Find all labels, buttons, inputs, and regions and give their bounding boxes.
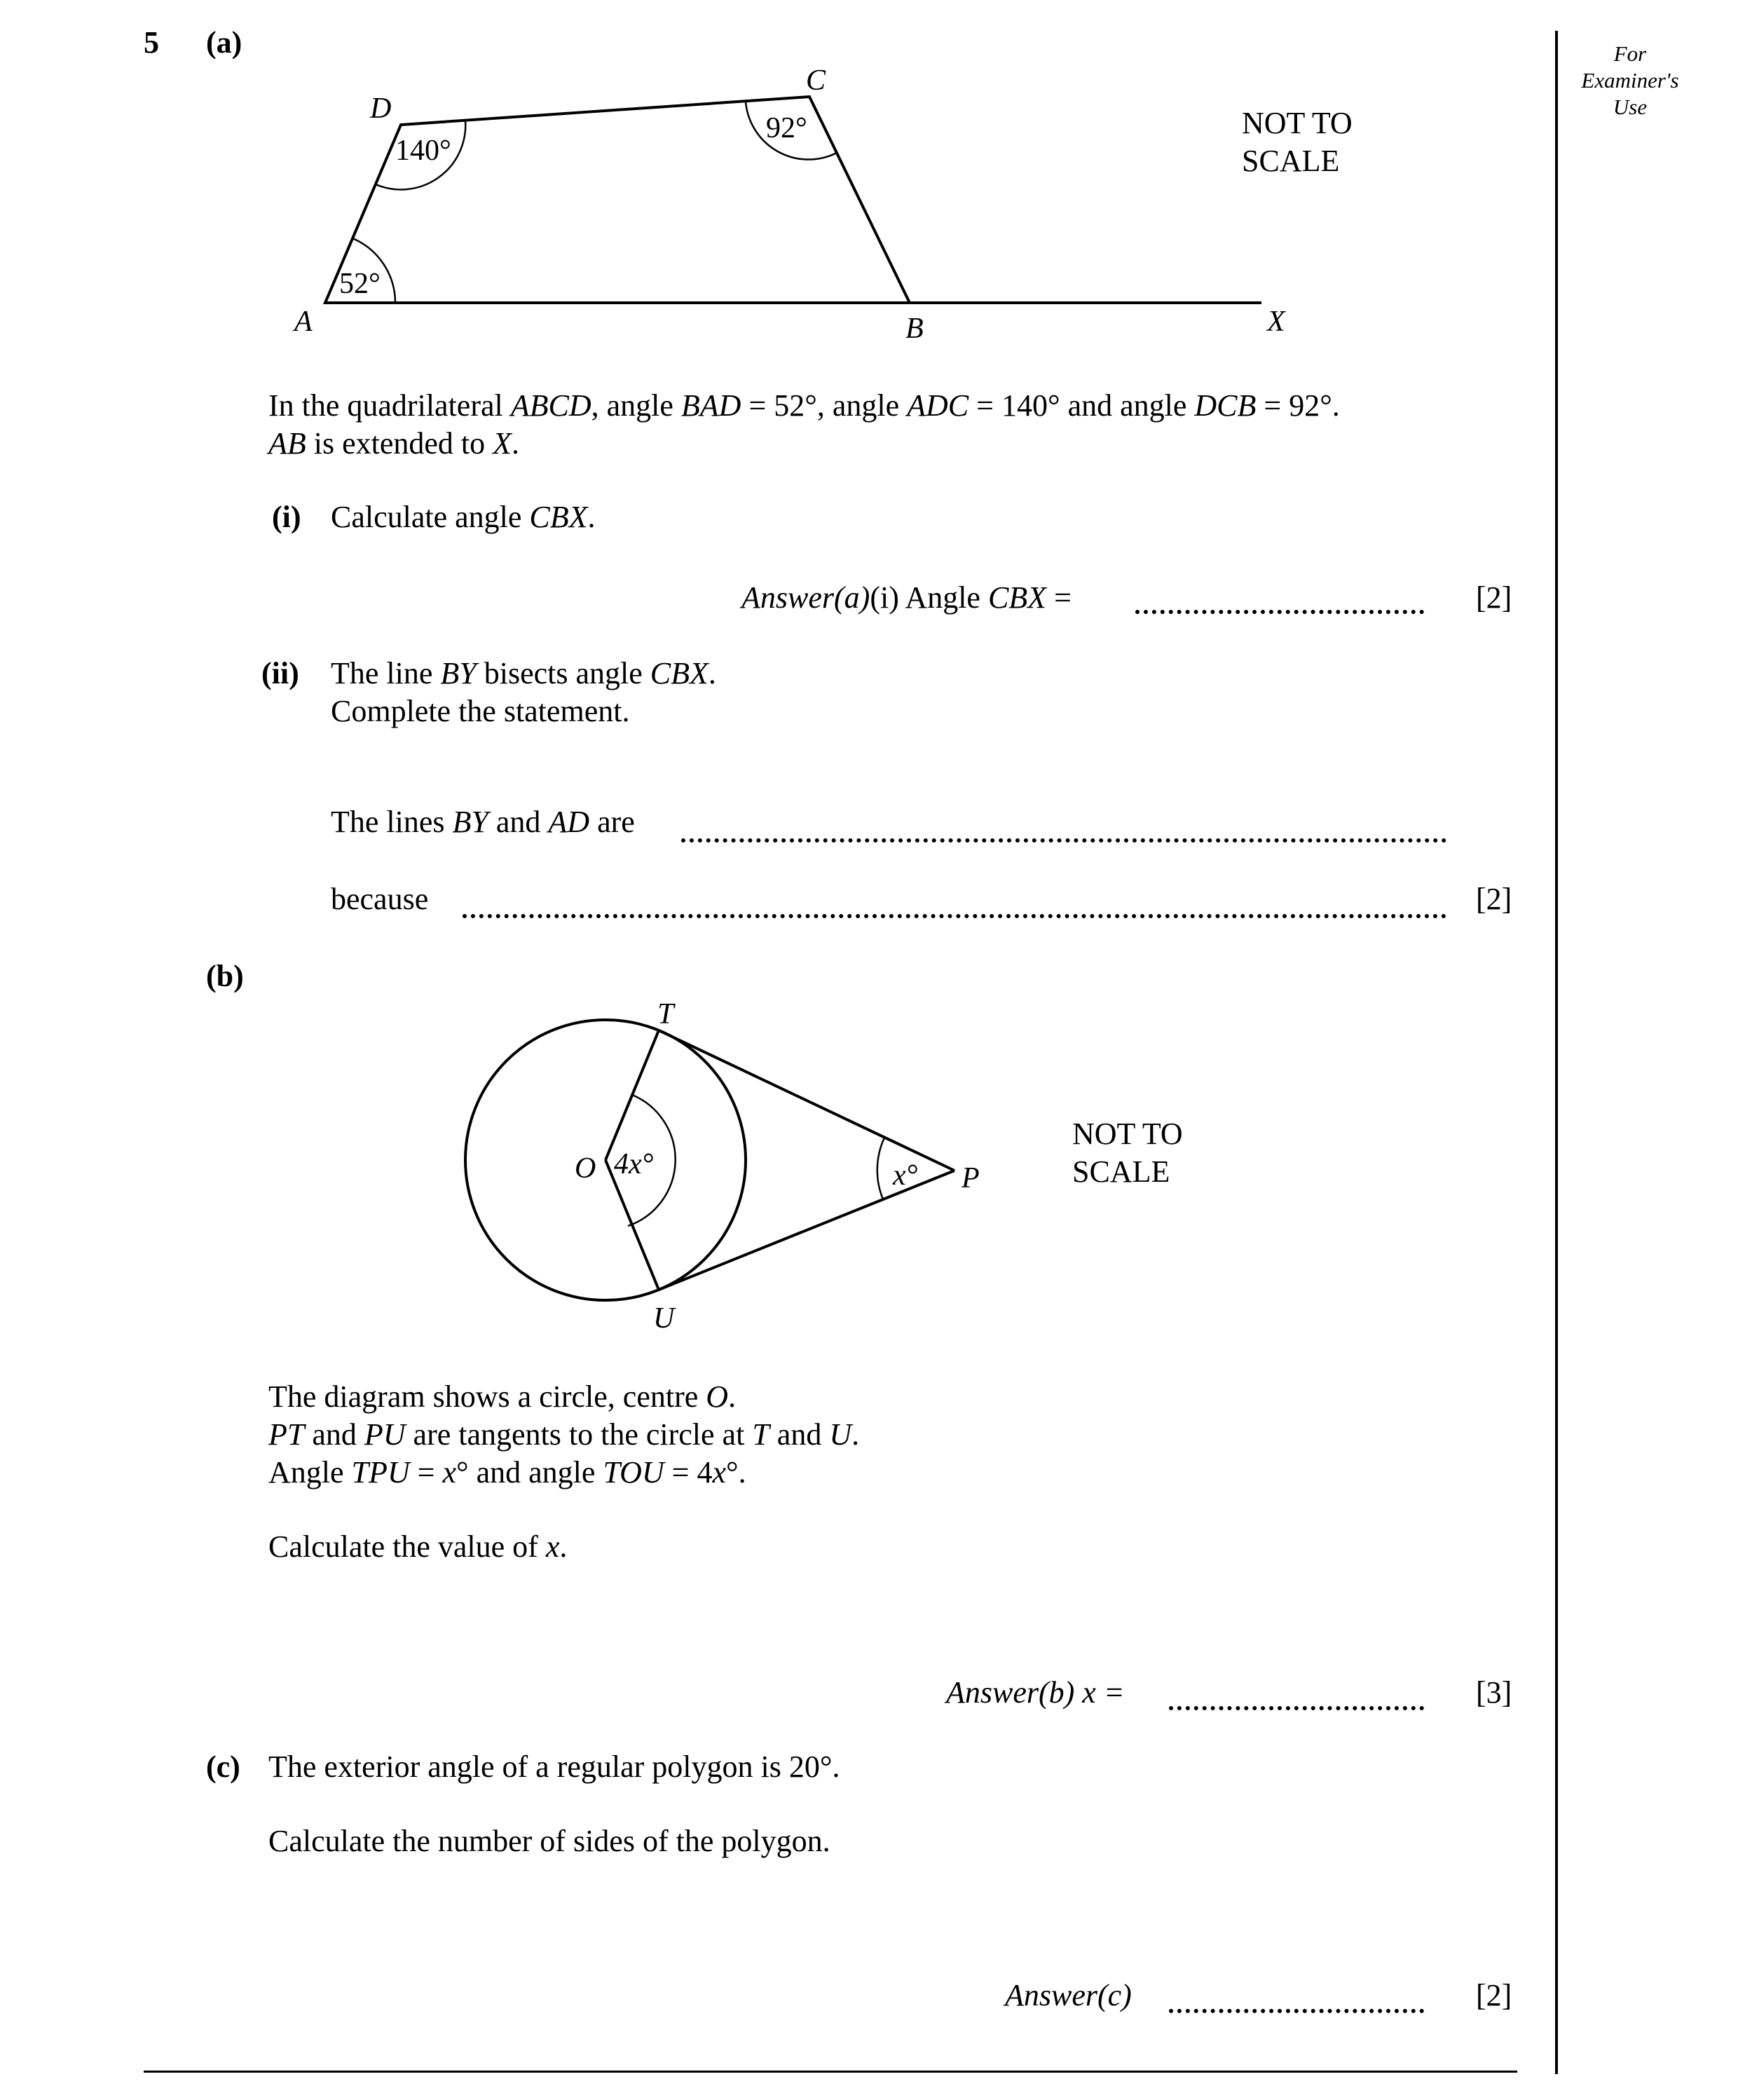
point-label-o: O: [575, 1152, 596, 1185]
not-to-scale-b-line1: NOT TO: [1072, 1117, 1183, 1151]
answer-a-i-line[interactable]: [1135, 610, 1424, 614]
radius-ou: [605, 1160, 659, 1290]
vertex-label-x: X: [1267, 306, 1285, 338]
sub-ii-line2: Complete the statement.: [331, 694, 630, 728]
point-label-t: T: [657, 998, 674, 1030]
not-to-scale-a-line2: SCALE: [1242, 144, 1340, 178]
angle-arc-o: [628, 1095, 676, 1226]
sub-ii-label: (ii): [261, 656, 299, 690]
point-label-u: U: [653, 1302, 675, 1335]
vertex-label-b: B: [905, 313, 924, 345]
angle-label-a: 52°: [339, 268, 381, 300]
sub-i-question: Calculate angle CBX.: [331, 500, 596, 534]
angle-label-c: 92°: [766, 112, 807, 144]
answer-b-line[interactable]: [1169, 1706, 1424, 1710]
part-b-task: Calculate the value of x.: [268, 1529, 568, 1564]
part-b-line2: PT and PU are tangents to the circle at T and U.: [268, 1417, 860, 1452]
vertex-label-c: C: [806, 64, 826, 97]
quadrilateral-outline: [325, 97, 910, 303]
not-to-scale-b-line2: SCALE: [1072, 1154, 1170, 1189]
margin-divider: [1555, 31, 1558, 2074]
radius-ot: [605, 1030, 659, 1160]
answer-c-line[interactable]: [1169, 2009, 1424, 2013]
because-label: because: [331, 882, 429, 916]
answer-a-ii-line2[interactable]: [463, 914, 1446, 918]
marks-a-i: [2]: [1476, 580, 1512, 615]
angle-label-p: x°: [893, 1159, 918, 1192]
marks-a-ii: [2]: [1476, 882, 1512, 916]
part-b-label: (b): [206, 959, 244, 993]
part-a-label: (a): [206, 25, 242, 60]
angle-label-d: 140°: [395, 135, 451, 167]
marks-b: [3]: [1476, 1675, 1512, 1710]
sub-ii-statement: The lines BY and AD are: [331, 805, 635, 839]
answer-c-label: Answer(c): [1005, 1978, 1132, 2012]
vertex-label-a: A: [294, 306, 313, 338]
angle-label-o: 4x°: [614, 1148, 654, 1180]
part-c-label: (c): [206, 1750, 240, 1784]
part-a-stem-line2: AB is extended to X.: [268, 426, 520, 461]
part-a-stem-line1: In the quadrilateral ABCD, angle BAD = 52°, angle ADC = 140° and angle DCB = 92°.: [268, 388, 1340, 423]
angle-arc-p: [877, 1138, 884, 1199]
part-c-line1: The exterior angle of a regular polygon is 20°.: [268, 1750, 840, 1784]
angle-arc-c: [746, 102, 837, 160]
sub-ii-line1: The line BY bisects angle CBX.: [331, 656, 716, 690]
marks-c: [2]: [1476, 1978, 1512, 2012]
answer-a-i-label: Answer(a)(i) Angle CBX =: [741, 580, 1072, 615]
circle: [465, 1020, 746, 1300]
tangent-pu: [659, 1171, 954, 1290]
angle-arc-a: [353, 238, 395, 303]
part-b-line3: Angle TPU = x° and angle TOU = 4x°.: [268, 1455, 746, 1489]
part-c-line2: Calculate the number of sides of the polygon.: [268, 1824, 830, 1858]
vertex-label-d: D: [370, 93, 392, 125]
sub-i-label: (i): [272, 500, 301, 534]
point-label-p: P: [962, 1162, 980, 1194]
question-number: 5: [144, 25, 159, 60]
tangent-pt: [659, 1030, 954, 1171]
part-b-line1: The diagram shows a circle, centre O.: [268, 1379, 737, 1414]
answer-a-ii-line1[interactable]: [681, 838, 1446, 843]
answer-b-label: Answer(b) x =: [946, 1675, 1125, 1710]
angle-arc-d: [376, 121, 465, 189]
page-bottom-rule: [144, 2071, 1517, 2073]
not-to-scale-a-line1: NOT TO: [1242, 106, 1353, 140]
examiner-use-note: For Examiner's Use: [1581, 41, 1679, 119]
